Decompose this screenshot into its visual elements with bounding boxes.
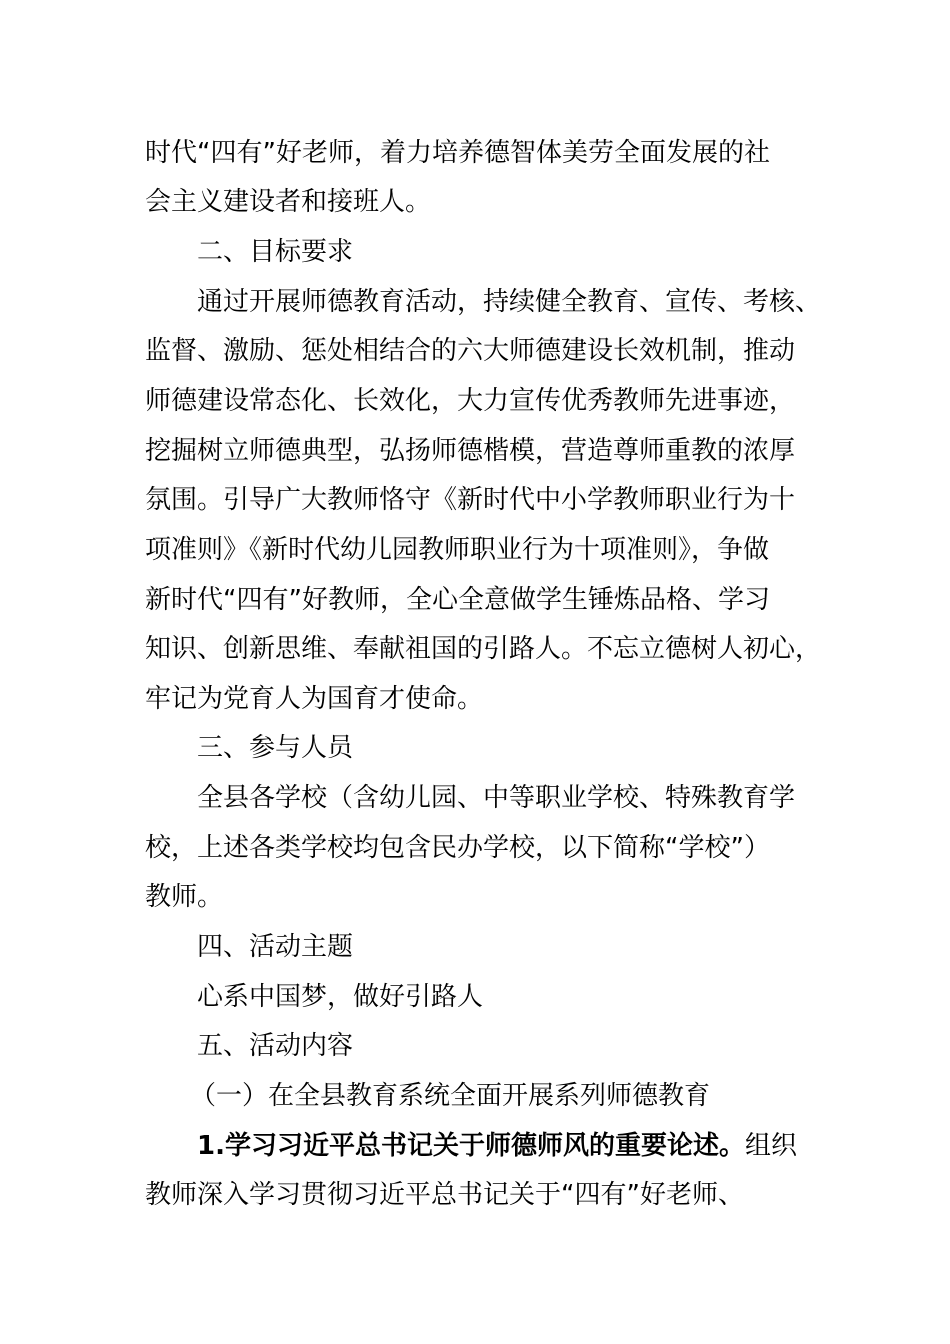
- paragraph-line: 项准则》《新时代幼儿园教师职业行为十项准则》，争做: [145, 535, 770, 565]
- paragraph-line: 会主义建设者和接班人。: [145, 187, 432, 217]
- paragraph-line-bold-lead: [197, 1126, 805, 1166]
- paragraph-line: 挖掘树立师德典型，弘扬师德楷模，营造尊师重教的浓厚: [145, 436, 796, 466]
- paragraph-line: 新时代“四有”好教师，全心全意做学生锤炼品格、学习: [145, 585, 770, 615]
- paragraph-line: 牢记为党育人为国育才使命。: [145, 684, 484, 714]
- paragraph-line: 教师。: [145, 882, 224, 912]
- section-heading-goals: 二、目标要求: [197, 237, 354, 267]
- theme-text: 心系中国梦，做好引路人: [197, 982, 484, 1012]
- paragraph-continuation: 组织: [744, 1131, 797, 1161]
- paragraph-line: 时代“四有”好老师，着力培养德智体美劳全面发展的社: [145, 138, 770, 168]
- paragraph-line: 校，上述各类学校均包含民办学校，以下简称“学校”）: [145, 833, 770, 863]
- section-heading-theme: 四、活动主题: [197, 932, 354, 962]
- bold-lead-text: 1.学习习近平总书记关于师德师风的重要论述。: [197, 1131, 745, 1161]
- subsection-heading: （一）在全县教育系统全面开展系列师德教育: [190, 1081, 711, 1111]
- paragraph-line: 监督、激励、惩处相结合的六大师德建设长效机制，推动: [145, 336, 796, 366]
- section-heading-participants: 三、参与人员: [197, 733, 354, 763]
- section-heading-content: 五、活动内容: [197, 1031, 354, 1061]
- paragraph-line: 师德建设常态化、长效化，大力宣传优秀教师先进事迹，: [145, 386, 796, 416]
- paragraph-line: 全县各学校（含幼儿园、中等职业学校、特殊教育学: [197, 783, 796, 813]
- paragraph-line: 知识、创新思维、奉献祖国的引路人。不忘立德树人初心，: [145, 634, 822, 664]
- paragraph-line: 氛围。引导广大教师恪守《新时代中小学教师职业行为十: [145, 485, 796, 515]
- paragraph-line: 教师深入学习贯彻习近平总书记关于“四有”好老师、: [145, 1180, 744, 1210]
- paragraph-line: 通过开展师德教育活动，持续健全教育、宣传、考核、: [197, 287, 822, 317]
